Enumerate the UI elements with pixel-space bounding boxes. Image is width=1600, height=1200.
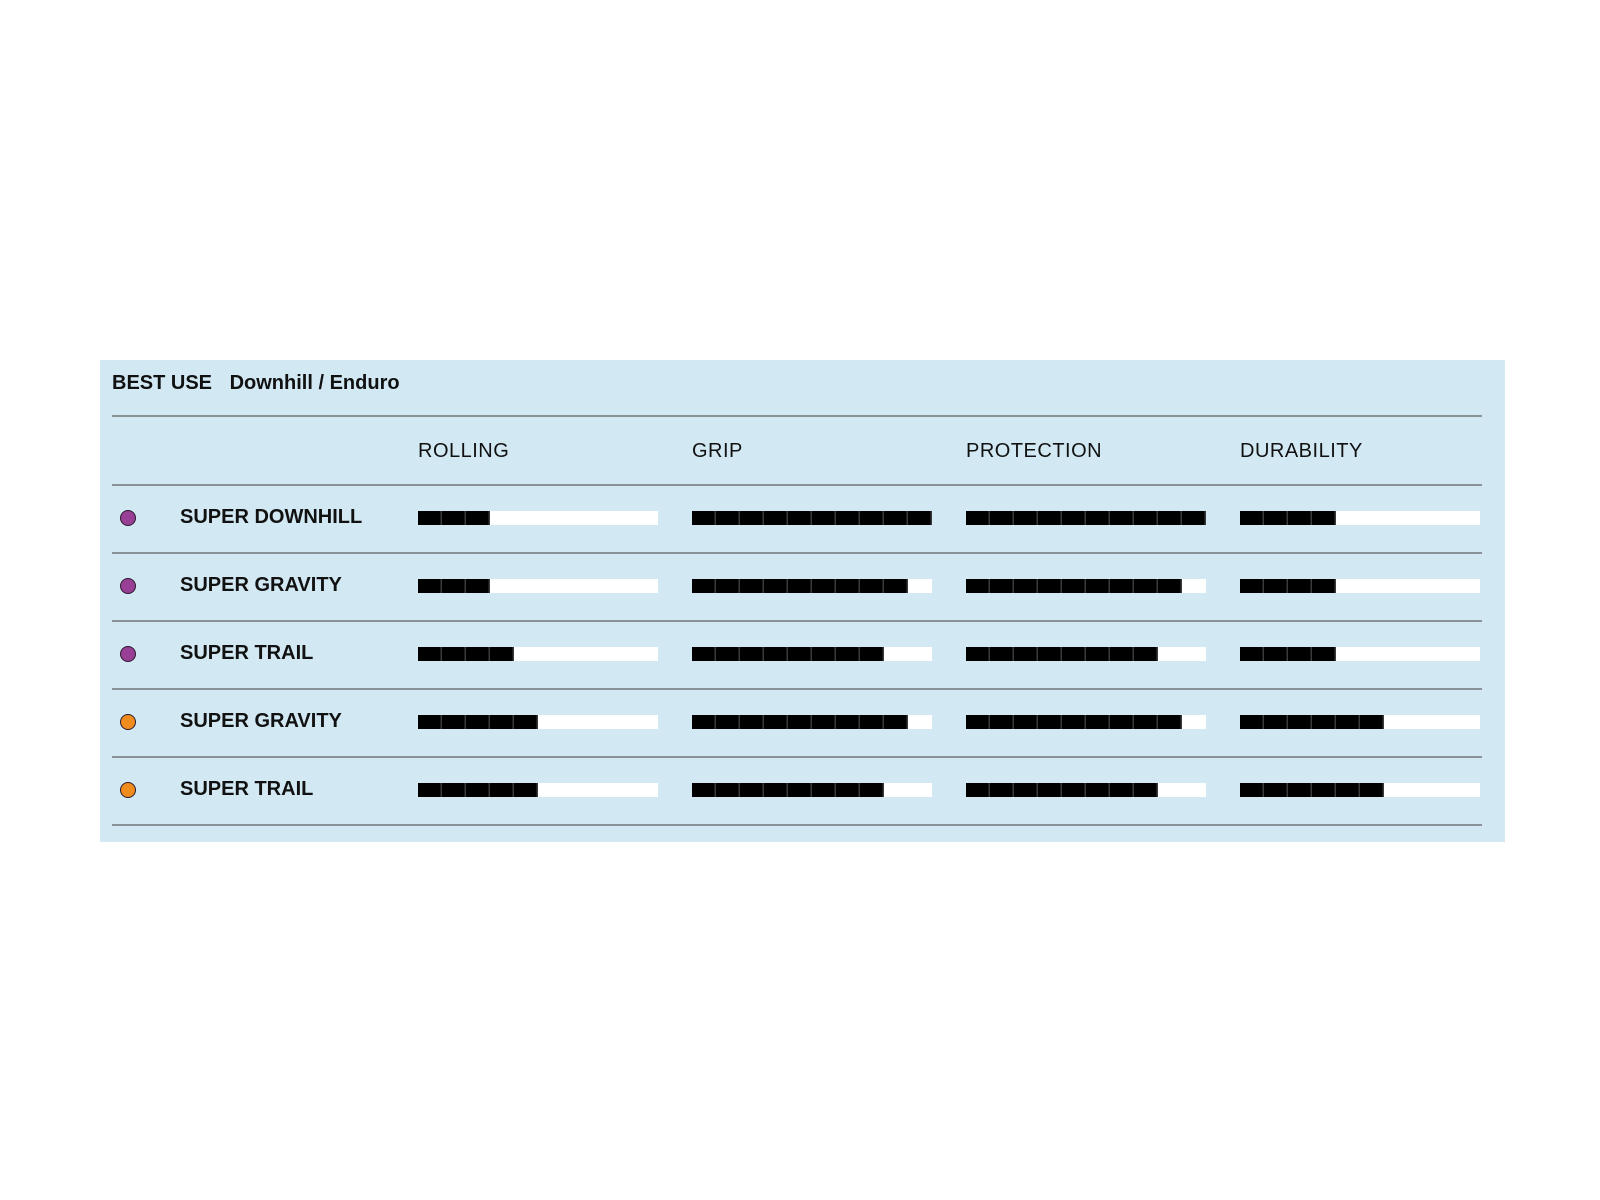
rating-bar-fill	[418, 783, 538, 797]
rating-bar-fill	[966, 511, 1206, 525]
row-label: SUPER GRAVITY	[180, 574, 342, 596]
divider	[112, 824, 1482, 826]
rating-bar-fill	[692, 579, 908, 593]
rating-bar-track	[966, 715, 1206, 729]
rating-bar-fill	[1240, 783, 1384, 797]
rating-bar-track	[692, 647, 932, 661]
rating-bar-track	[966, 783, 1206, 797]
series-dot-icon	[120, 782, 136, 798]
rating-bar-track	[692, 715, 932, 729]
row-label: SUPER TRAIL	[180, 778, 314, 800]
rating-bar-track	[418, 715, 658, 729]
series-dot-icon	[120, 510, 136, 526]
rating-bar-fill	[1240, 715, 1384, 729]
row-label: SUPER DOWNHILL	[180, 506, 363, 528]
column-header-protection: PROTECTION	[966, 440, 1103, 462]
table-row	[100, 757, 1505, 825]
rating-bar-fill	[1240, 511, 1336, 525]
column-header-grip: GRIP	[692, 440, 743, 462]
table-row	[100, 485, 1505, 553]
rating-bar-track	[1240, 647, 1480, 661]
rating-bar-track	[1240, 579, 1480, 593]
column-header-rolling: ROLLING	[418, 440, 510, 462]
rating-bar-fill	[966, 715, 1182, 729]
series-dot-icon	[120, 714, 136, 730]
rating-bar-track	[966, 579, 1206, 593]
table-row	[100, 553, 1505, 621]
divider	[112, 415, 1482, 417]
rating-bar-fill	[418, 511, 490, 525]
rating-bar-fill	[418, 647, 514, 661]
rating-bar-track	[692, 579, 932, 593]
rating-bar-fill	[966, 647, 1158, 661]
rating-bar-track	[1240, 715, 1480, 729]
rating-bar-track	[966, 647, 1206, 661]
rating-bar-fill	[418, 579, 490, 593]
rating-table-panel	[100, 360, 1505, 842]
rating-bar-track	[692, 783, 932, 797]
rating-bar-fill	[966, 579, 1182, 593]
row-label: SUPER TRAIL	[180, 642, 314, 664]
rating-bar-fill	[418, 715, 538, 729]
series-dot-icon	[120, 578, 136, 594]
rating-bar-fill	[966, 783, 1158, 797]
rating-bar-fill	[692, 647, 884, 661]
rating-bar-fill	[1240, 647, 1336, 661]
rating-bar-fill	[692, 511, 932, 525]
best-use-label: BEST USE	[112, 372, 213, 394]
rating-bar-fill	[1240, 579, 1336, 593]
table-row	[100, 689, 1505, 757]
rating-bar-track	[1240, 511, 1480, 525]
rating-bar-track	[418, 579, 658, 593]
best-use-value: Downhill / Enduro	[229, 372, 400, 394]
rating-bar-track	[692, 511, 932, 525]
rating-bar-track	[418, 647, 658, 661]
series-dot-icon	[120, 646, 136, 662]
best-use-heading	[112, 372, 400, 395]
rating-bar-fill	[692, 715, 908, 729]
column-header-durability: DURABILITY	[1240, 440, 1363, 462]
table-row	[100, 621, 1505, 689]
rating-bar-track	[966, 511, 1206, 525]
rating-bar-track	[1240, 783, 1480, 797]
rating-bar-track	[418, 511, 658, 525]
rating-bar-fill	[692, 783, 884, 797]
rating-bar-track	[418, 783, 658, 797]
row-label: SUPER GRAVITY	[180, 710, 342, 732]
